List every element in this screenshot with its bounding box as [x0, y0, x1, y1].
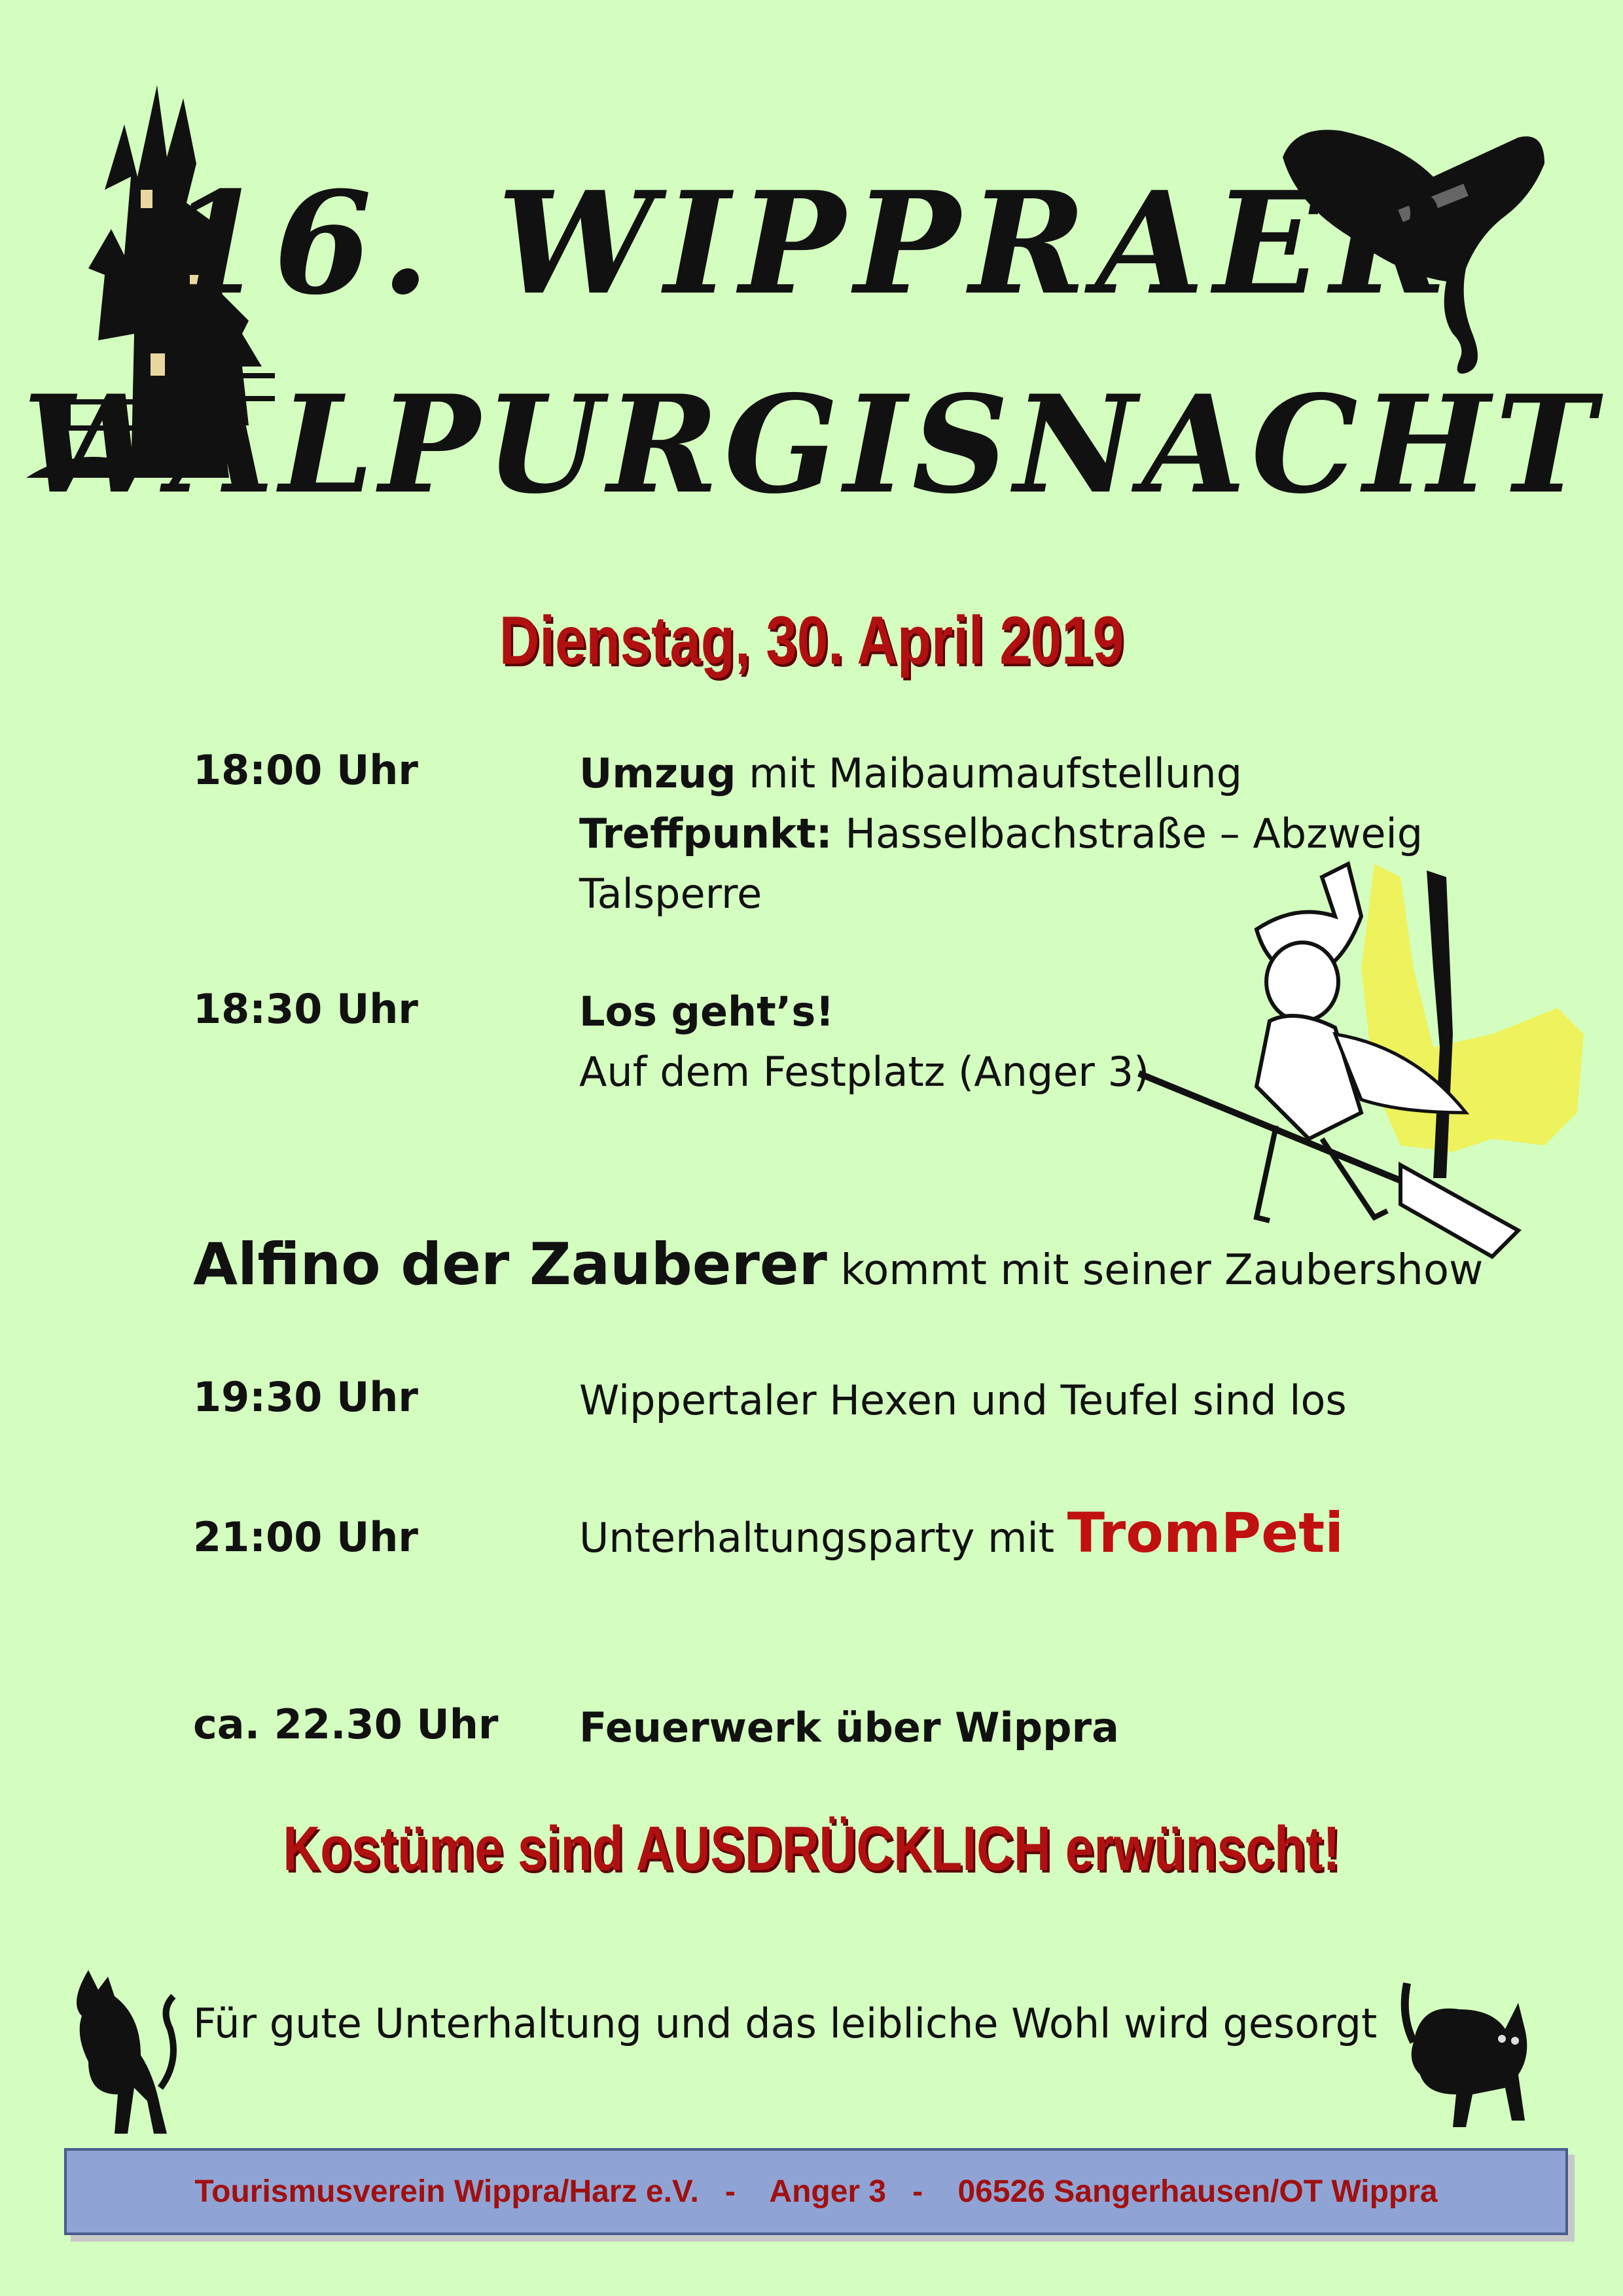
footer-address-bar: Tourismusverein Wippra/Harz e.V. - Anger 3 - 06526 Sangerhausen/OT Wippra: [64, 2148, 1568, 2235]
schedule-time: 18:30 Uhr: [193, 985, 418, 1033]
witch-on-broom-icon: [1126, 838, 1597, 1283]
magician-announcement: [193, 1230, 1483, 1298]
schedule-description: Unterhaltungsparty mit TromPeti: [579, 1501, 1344, 1565]
black-cat-icon: [62, 1957, 180, 2140]
costume-note: Kostüme sind AUSDRÜCKLICH erwünscht!: [283, 1814, 1340, 1884]
closing-note: Für gute Unterhaltung und das leibliche Wohl wird gesorgt: [193, 2000, 1378, 2047]
schedule-time: 19:30 Uhr: [193, 1373, 418, 1421]
event-date: Dienstag, 30. April 2019: [499, 603, 1124, 679]
band-name: TromPeti: [1067, 1501, 1344, 1565]
schedule-time: 21:00 Uhr: [193, 1513, 418, 1561]
schedule-line: Talsperre: [579, 870, 762, 918]
schedule-description: Wippertaler Hexen und Teufel sind los: [579, 1376, 1347, 1424]
schedule-description: [579, 982, 1149, 1102]
magician-description: kommt mit seiner Zaubershow: [827, 1246, 1484, 1295]
magician-name: Alfino der Zauberer: [193, 1230, 827, 1298]
schedule-time: ca. 22.30 Uhr: [193, 1700, 499, 1748]
event-title-line2: WALPURGISNACHT: [22, 367, 1601, 524]
schedule-line: Los geht’s!: [579, 988, 834, 1035]
schedule-line: Umzug mit Maibaumaufstellung: [579, 749, 1242, 797]
schedule-line: Treffpunkt: Hasselbachstraße – Abzweig: [579, 810, 1423, 857]
black-cat-icon: [1394, 1964, 1538, 2134]
schedule-description: Feuerwerk über Wippra: [579, 1704, 1119, 1751]
schedule-line: Auf dem Festplatz (Anger 3): [579, 1048, 1150, 1096]
schedule-time: 18:00 Uhr: [193, 746, 418, 794]
event-title-line1: 16. WIPPRAER: [166, 160, 1457, 326]
